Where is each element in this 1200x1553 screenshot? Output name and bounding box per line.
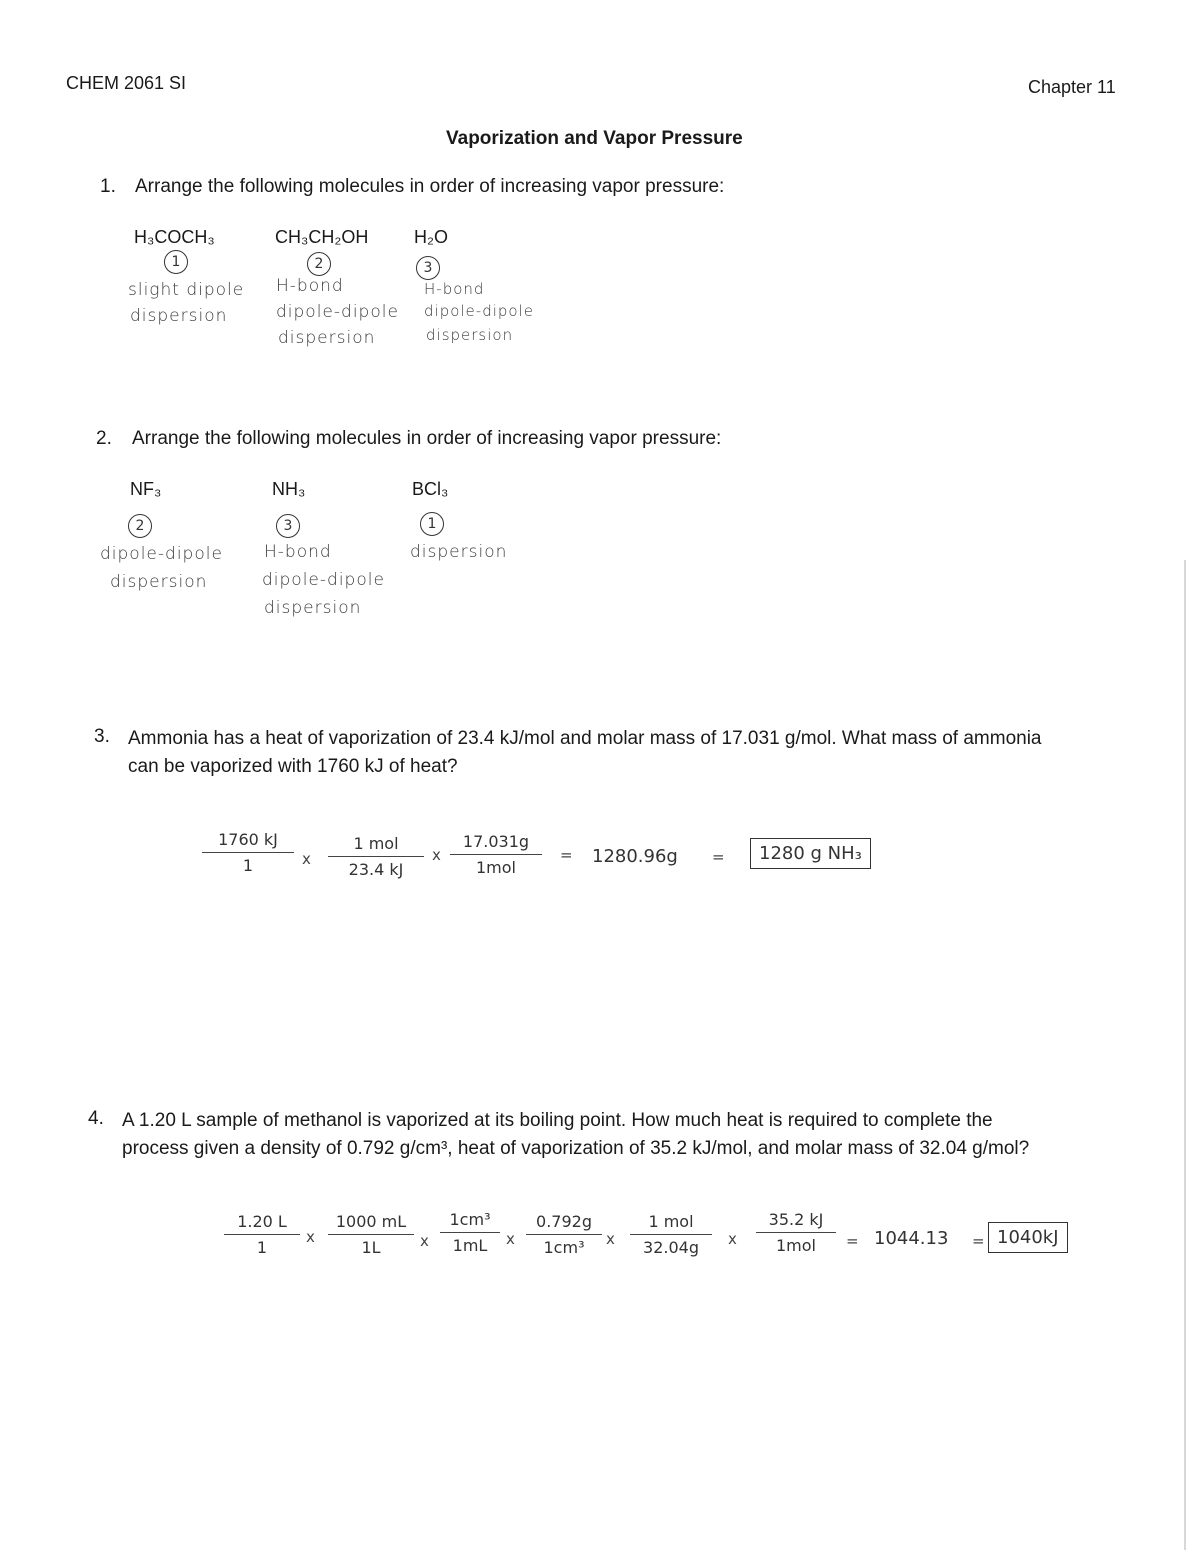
q4-op: = <box>846 1232 859 1250</box>
q3-fraction-2: 1 mol 23.4 kJ <box>328 834 424 879</box>
q2-rank-3: 1 <box>420 512 444 536</box>
q1-note: H-bond <box>424 280 485 298</box>
q2-note: dispersion <box>410 542 508 562</box>
chapter-label: Chapter 11 <box>1028 77 1116 97</box>
q4-intermediate: 1044.13 <box>874 1228 949 1249</box>
q2-number: 2. <box>96 428 112 449</box>
q1-rank-3: 3 <box>416 256 440 280</box>
q4-fraction-6: 35.2 kJ 1mol <box>756 1210 836 1255</box>
q1-rank-2: 2 <box>307 252 331 276</box>
q1-note: slight dipole <box>128 280 245 300</box>
q1-rank-1: 1 <box>164 250 188 274</box>
course-label: CHEM 2061 SI <box>66 73 187 93</box>
q3-op: = <box>560 846 573 864</box>
q4-op: x <box>306 1228 315 1246</box>
q3-fraction-1: 1760 kJ 1 <box>202 830 294 875</box>
q4-fraction-2: 1000 mL 1L <box>328 1212 414 1257</box>
page-title: Vaporization and Vapor Pressure <box>446 128 743 149</box>
q2-molecule-1: NF₃ <box>130 479 162 499</box>
q2-note: H-bond <box>264 542 332 562</box>
q2-molecule-2: NH₃ <box>272 479 306 499</box>
q2-note: dispersion <box>110 572 208 592</box>
q3-fraction-3: 17.031g 1mol <box>450 832 542 877</box>
q4-fraction-4: 0.792g 1cm³ <box>526 1212 602 1257</box>
q1-prompt: Arrange the following molecules in order of increasing vapor pressure: <box>135 176 725 197</box>
q2-prompt: Arrange the following molecules in order of increasing vapor pressure: <box>132 428 722 449</box>
q4-fraction-5: 1 mol 32.04g <box>630 1212 712 1257</box>
q4-op: x <box>606 1230 615 1248</box>
q4-op: = <box>972 1232 985 1250</box>
q2-rank-2: 3 <box>276 514 300 538</box>
q2-note: dipole-dipole <box>262 570 385 590</box>
q4-op: x <box>728 1230 737 1248</box>
q1-note: H-bond <box>276 276 344 296</box>
q4-prompt-line1: A 1.20 L sample of methanol is vaporized at its boiling point. How much heat is required to complete the <box>122 1110 993 1131</box>
q3-op: = <box>712 848 725 866</box>
q1-note: dispersion <box>130 306 228 326</box>
q1-number: 1. <box>100 176 116 197</box>
q2-rank-1: 2 <box>128 514 152 538</box>
q4-op: x <box>420 1232 429 1250</box>
q3-prompt-line2: can be vaporized with 1760 kJ of heat? <box>128 756 458 777</box>
q1-note: dispersion <box>278 328 376 348</box>
q2-note: dipole-dipole <box>100 544 223 564</box>
q3-answer: 1280 g NH₃ <box>750 838 871 869</box>
q1-note: dipole-dipole <box>276 302 399 322</box>
q3-intermediate: 1280.96g <box>592 846 678 867</box>
q3-number: 3. <box>94 726 110 747</box>
q4-answer: 1040kJ <box>988 1222 1068 1253</box>
q4-prompt-line2: process given a density of 0.792 g/cm³, heat of vaporization of 35.2 kJ/mol, and molar mass of 32.04 g/mol? <box>122 1138 1030 1159</box>
q4-number: 4. <box>88 1108 104 1129</box>
q1-molecule-1: H₃COCH₃ <box>134 227 215 247</box>
q3-op: x <box>432 846 441 864</box>
scan-edge-line <box>1184 560 1186 1550</box>
q1-note: dispersion <box>426 326 514 344</box>
q1-molecule-2: CH₃CH₂OH <box>275 227 369 247</box>
q4-fraction-1: 1.20 L 1 <box>224 1212 300 1257</box>
q4-fraction-3: 1cm³ 1mL <box>440 1210 500 1255</box>
q2-molecule-3: BCl₃ <box>412 479 449 499</box>
q2-note: dispersion <box>264 598 362 618</box>
q1-note: dipole-dipole <box>424 302 534 320</box>
q3-op: x <box>302 850 311 868</box>
q1-molecule-3: H₂O <box>414 227 448 247</box>
q4-op: x <box>506 1230 515 1248</box>
q3-prompt-line1: Ammonia has a heat of vaporization of 23.4 kJ/mol and molar mass of 17.031 g/mol. What mass of ammonia <box>128 728 1042 749</box>
